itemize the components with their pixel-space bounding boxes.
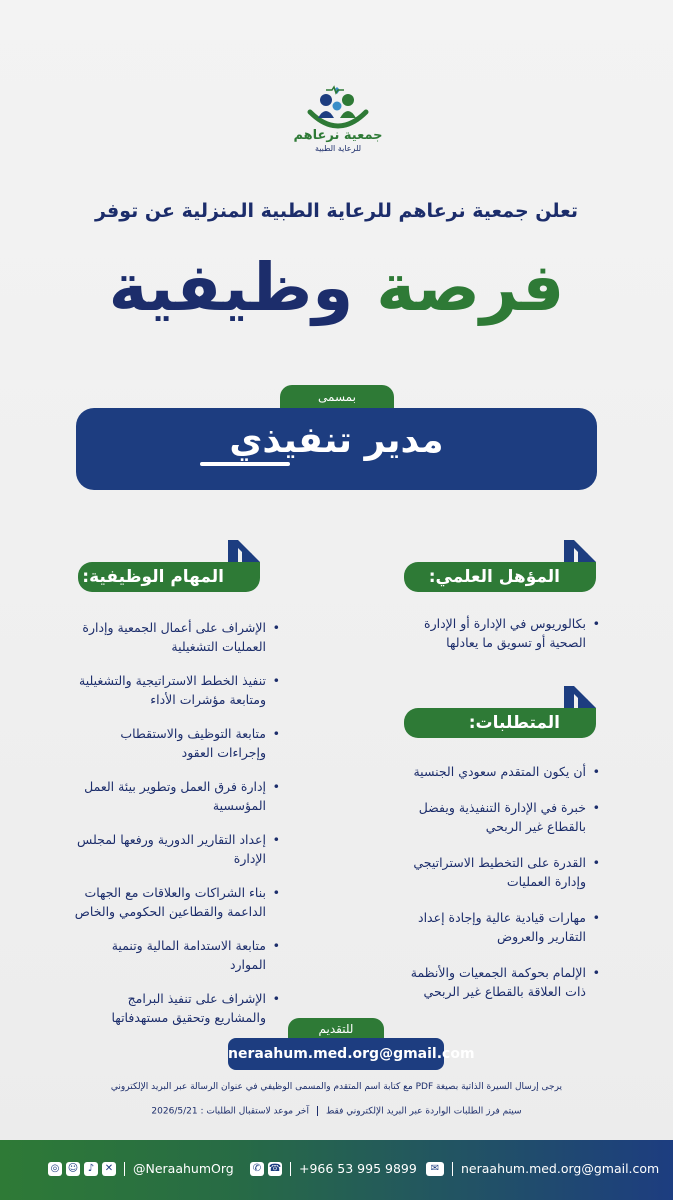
logo-subtitle: للرعاية الطبية (314, 144, 362, 153)
list-item: • بكالوريوس في الإدارة أو الإدارة الصحية أو تسويق ما يعادلها (400, 614, 600, 652)
list-item: • الإلمام بحوكمة الجمعيات والأنظمة ذات العلاقة بالقطاع غير الربحي (400, 963, 600, 1001)
list-item: • أن يكون المتقدم سعودي الجنسية (400, 762, 600, 781)
phone-icon[interactable]: ☎ (268, 1163, 282, 1174)
apply-note: يرجى إرسال السيرة الذاتية بصيغة PDF مع كتابة اسم المتقدم والمسمى الوظيفي في عنوان الرسالة عبر البريد الإلكتروني (110, 1082, 563, 1092)
social-handle[interactable]: @NeraahumOrg (133, 1161, 234, 1176)
list-item: • متابعة التوظيف والاستقطاب وإجراءات العقود (72, 724, 280, 762)
apply-label: للتقديم (288, 1018, 384, 1040)
headline (40, 248, 633, 327)
apply-email-link[interactable]: neraahum.med.org@gmail.com (228, 1038, 444, 1070)
headline-word-opportunity: فرصة (376, 249, 565, 326)
announcement-text: تعلن جمعية نرعاهم للرعاية الطبية المنزلية عن توفر (94, 200, 578, 222)
list-item: • إدارة فرق العمل وتطوير بيئة العمل المؤسسية (72, 777, 280, 815)
job-title: مدير تنفيذي (229, 420, 444, 461)
list-item: • الإشراف على تنفيذ البرامج والمشاريع وتحقيق مستهدفاتها (72, 989, 280, 1027)
footer-email[interactable] (426, 1158, 659, 1180)
job-title-tab: بمسمى (280, 385, 394, 411)
phone-number[interactable]: +966 53 995 9899 (299, 1161, 417, 1176)
mail-icon[interactable]: ✉ (426, 1162, 444, 1176)
apply-dates (40, 1106, 633, 1117)
sorting-note: سيتم فرز الطلبات الواردة عبر البريد الإلكتروني فقط (325, 1106, 522, 1117)
list-item: • القدرة على التخطيط الاستراتيجي وإدارة العمليات (400, 853, 600, 891)
job-title-underline (200, 462, 290, 466)
headline-word-job: وظيفية (108, 249, 354, 326)
requirements-list (400, 762, 600, 1018)
list-item: • تنفيذ الخطط الاستراتيجية والتشغيلية ومتابعة مؤشرات الأداء (72, 671, 280, 709)
tiktok-icon[interactable]: ♪ (84, 1162, 98, 1176)
tasks-list (72, 618, 280, 1042)
qualification-list (400, 614, 600, 652)
list-item: • خبرة في الإدارة التنفيذية ويفضل بالقطاع غير الربحي (400, 798, 600, 836)
whatsapp-icon[interactable]: ✆ (250, 1162, 264, 1176)
list-item: • بناء الشراكات والعلاقات مع الجهات الداعمة والقطاعين الحكومي والخاص (72, 883, 280, 921)
footer-social[interactable] (48, 1158, 234, 1180)
footer-phone[interactable] (250, 1158, 417, 1180)
instagram-icon[interactable]: ◎ (48, 1162, 62, 1176)
list-item: • متابعة الاستدامة المالية وتنمية الموارد (72, 936, 280, 974)
list-item: • الإشراف على أعمال الجمعية وإدارة العمليات التشغيلية (72, 618, 280, 656)
x-icon[interactable]: ✕ (102, 1162, 116, 1176)
footer-email-text[interactable]: neraahum.med.org@gmail.com (461, 1161, 660, 1176)
snapchat-icon[interactable]: ☺ (67, 1163, 79, 1174)
tasks-header: المهام الوظيفية: (78, 562, 260, 592)
requirements-header: المتطلبات: (404, 708, 596, 738)
list-item: • إعداد التقارير الدورية ورفعها لمجلس الإدارة (72, 830, 280, 868)
deadline-note: آخر موعد لاستقبال الطلبات : 2026/5/21 (151, 1106, 309, 1117)
qualification-header: المؤهل العلمي: (404, 562, 596, 592)
logo-name: جمعية نرعاهم (293, 128, 383, 143)
list-item: • مهارات قيادية عالية وإجادة إعداد التقارير والعروض (400, 908, 600, 946)
